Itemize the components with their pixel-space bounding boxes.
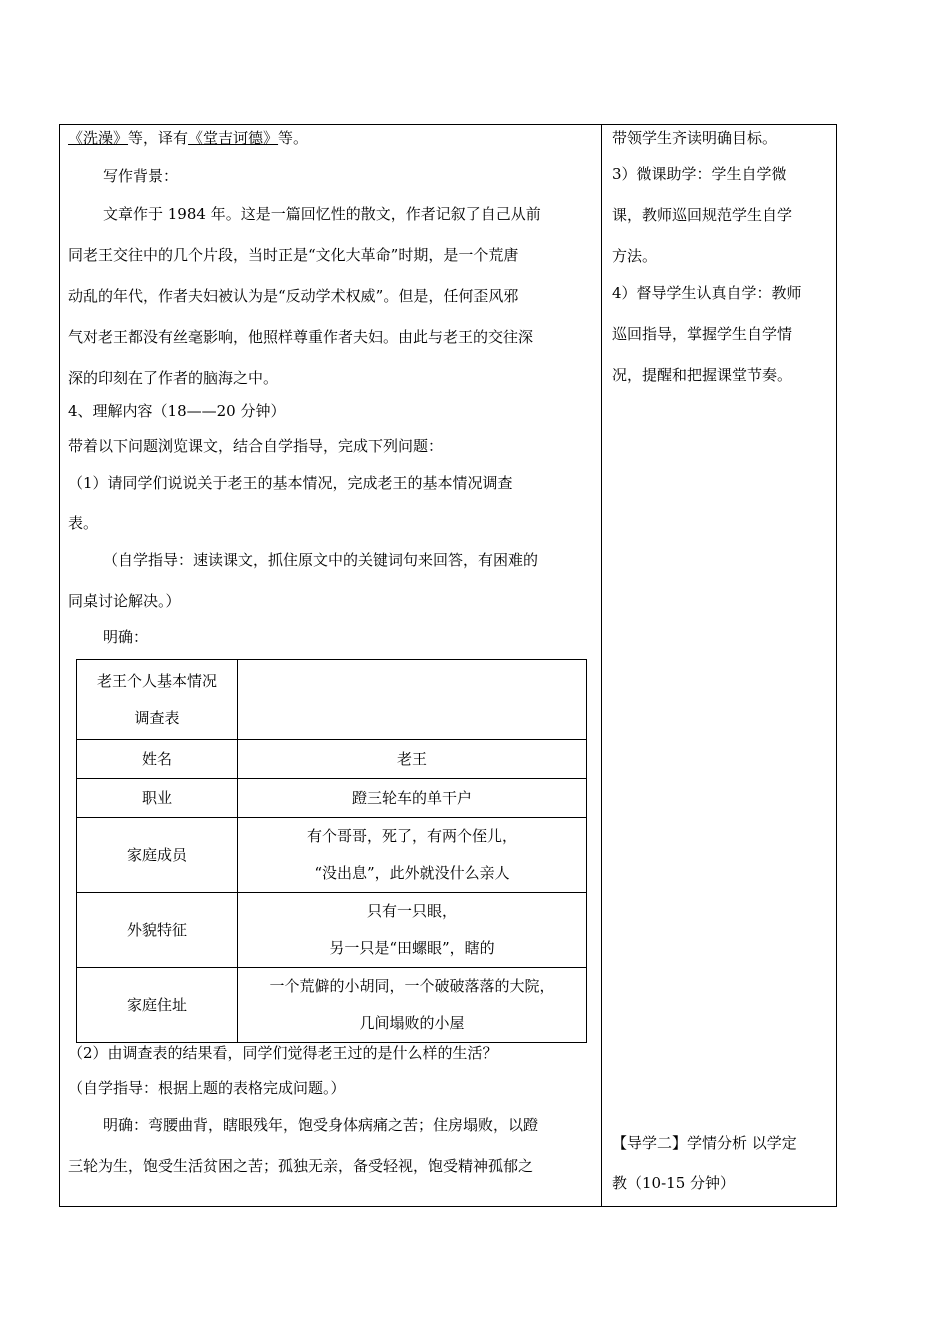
question-1-line: （1）请同学们说说关于老王的基本情况，完成老王的基本情况调查 <box>68 474 513 492</box>
background-paragraph-line: 动乱的年代，作者夫妇被认为是“反动学术权威”。但是，任何歪风邪 <box>68 287 519 305</box>
background-paragraph-line: 气对老王都没有丝毫影响，他照样尊重作者夫妇。由此与老王的交往深 <box>68 328 534 346</box>
table-row <box>77 740 587 779</box>
teacher-note-line: 巡回指导，掌握学生自学情 <box>612 325 793 343</box>
guide-2-heading-line: 【导学二】学情分析 以学定 <box>612 1134 797 1152</box>
clarify-label: 明确： <box>103 628 149 646</box>
row-label: 职业 <box>77 779 238 818</box>
row-label: 姓名 <box>77 740 238 779</box>
laowang-survey-table <box>76 659 587 1043</box>
row-value: 一个荒僻的小胡同，一个破破落落的大院， 几间塌败的小屋 <box>238 968 587 1043</box>
row-label: 外貌特征 <box>77 893 238 968</box>
teacher-note-line: 课，教师巡回规范学生自学 <box>612 206 793 224</box>
table-header-empty-cell <box>238 660 587 740</box>
self-study-guide-2: （自学指导：根据上题的表格完成问题。） <box>68 1079 346 1097</box>
question-1-line: 表。 <box>68 514 99 532</box>
book-title-bath: 《洗澡》 <box>68 129 129 147</box>
teacher-note-line: 带领学生齐读明确目标。 <box>612 129 778 147</box>
works-line: 《洗澡》等，译有《堂吉诃德》等。 <box>68 129 309 147</box>
task-intro: 带着以下问题浏览课文，结合自学指导，完成下列问题： <box>68 437 444 455</box>
row-value: 老王 <box>238 740 587 779</box>
row-label: 家庭成员 <box>77 818 238 893</box>
column-divider <box>601 124 602 1207</box>
clarify-2-line: 明确：弯腰曲背，瞎眼残年，饱受身体病痛之苦；住房塌败，以蹬 <box>103 1116 539 1134</box>
teacher-note-line: 方法。 <box>612 247 658 265</box>
teacher-note-line: 3）微课助学：学生自学微 <box>612 165 787 183</box>
table-row <box>77 968 587 1043</box>
background-paragraph-line: 文章作于 1984 年。这是一篇回忆性的散文，作者记叙了自己从前 <box>103 205 541 223</box>
self-study-guide-line: 同桌讨论解决。） <box>68 592 181 610</box>
book-title-don-quixote: 《堂吉诃德》 <box>188 129 279 147</box>
clarify-2-line: 三轮为生，饱受生活贫困之苦；孤独无亲，备受轻视，饱受精神孤郁之 <box>68 1157 534 1175</box>
table-row <box>77 779 587 818</box>
table-row <box>77 818 587 893</box>
background-heading: 写作背景： <box>103 167 179 185</box>
teacher-note-line: 4）督导学生认真自学：教师 <box>612 284 802 302</box>
self-study-guide-line: （自学指导：速读课文，抓住原文中的关键词句来回答，有困难的 <box>103 551 539 569</box>
question-2: （2）由调查表的结果看，同学们觉得老王过的是什么样的生活？ <box>68 1044 498 1062</box>
table-row <box>77 893 587 968</box>
section-4-heading: 4、理解内容（18——20 分钟） <box>68 402 286 420</box>
background-paragraph-line: 同老王交往中的几个片段，当时正是“文化大革命”时期，是一个荒唐 <box>68 246 519 264</box>
teacher-note-line: 况，提醒和把握课堂节奏。 <box>612 366 793 384</box>
row-value: 有个哥哥，死了，有两个侄儿， “没出息”，此外就没什么亲人 <box>238 818 587 893</box>
table-header-row <box>77 660 587 740</box>
table-header-cell: 老王个人基本情况 调查表 <box>77 660 238 740</box>
row-value: 蹬三轮车的单干户 <box>238 779 587 818</box>
row-label: 家庭住址 <box>77 968 238 1043</box>
background-paragraph-line: 深的印刻在了作者的脑海之中。 <box>68 369 279 387</box>
guide-2-heading-line: 教（10-15 分钟） <box>612 1174 736 1192</box>
row-value: 只有一只眼， 另一只是“田螺眼”，瞎的 <box>238 893 587 968</box>
